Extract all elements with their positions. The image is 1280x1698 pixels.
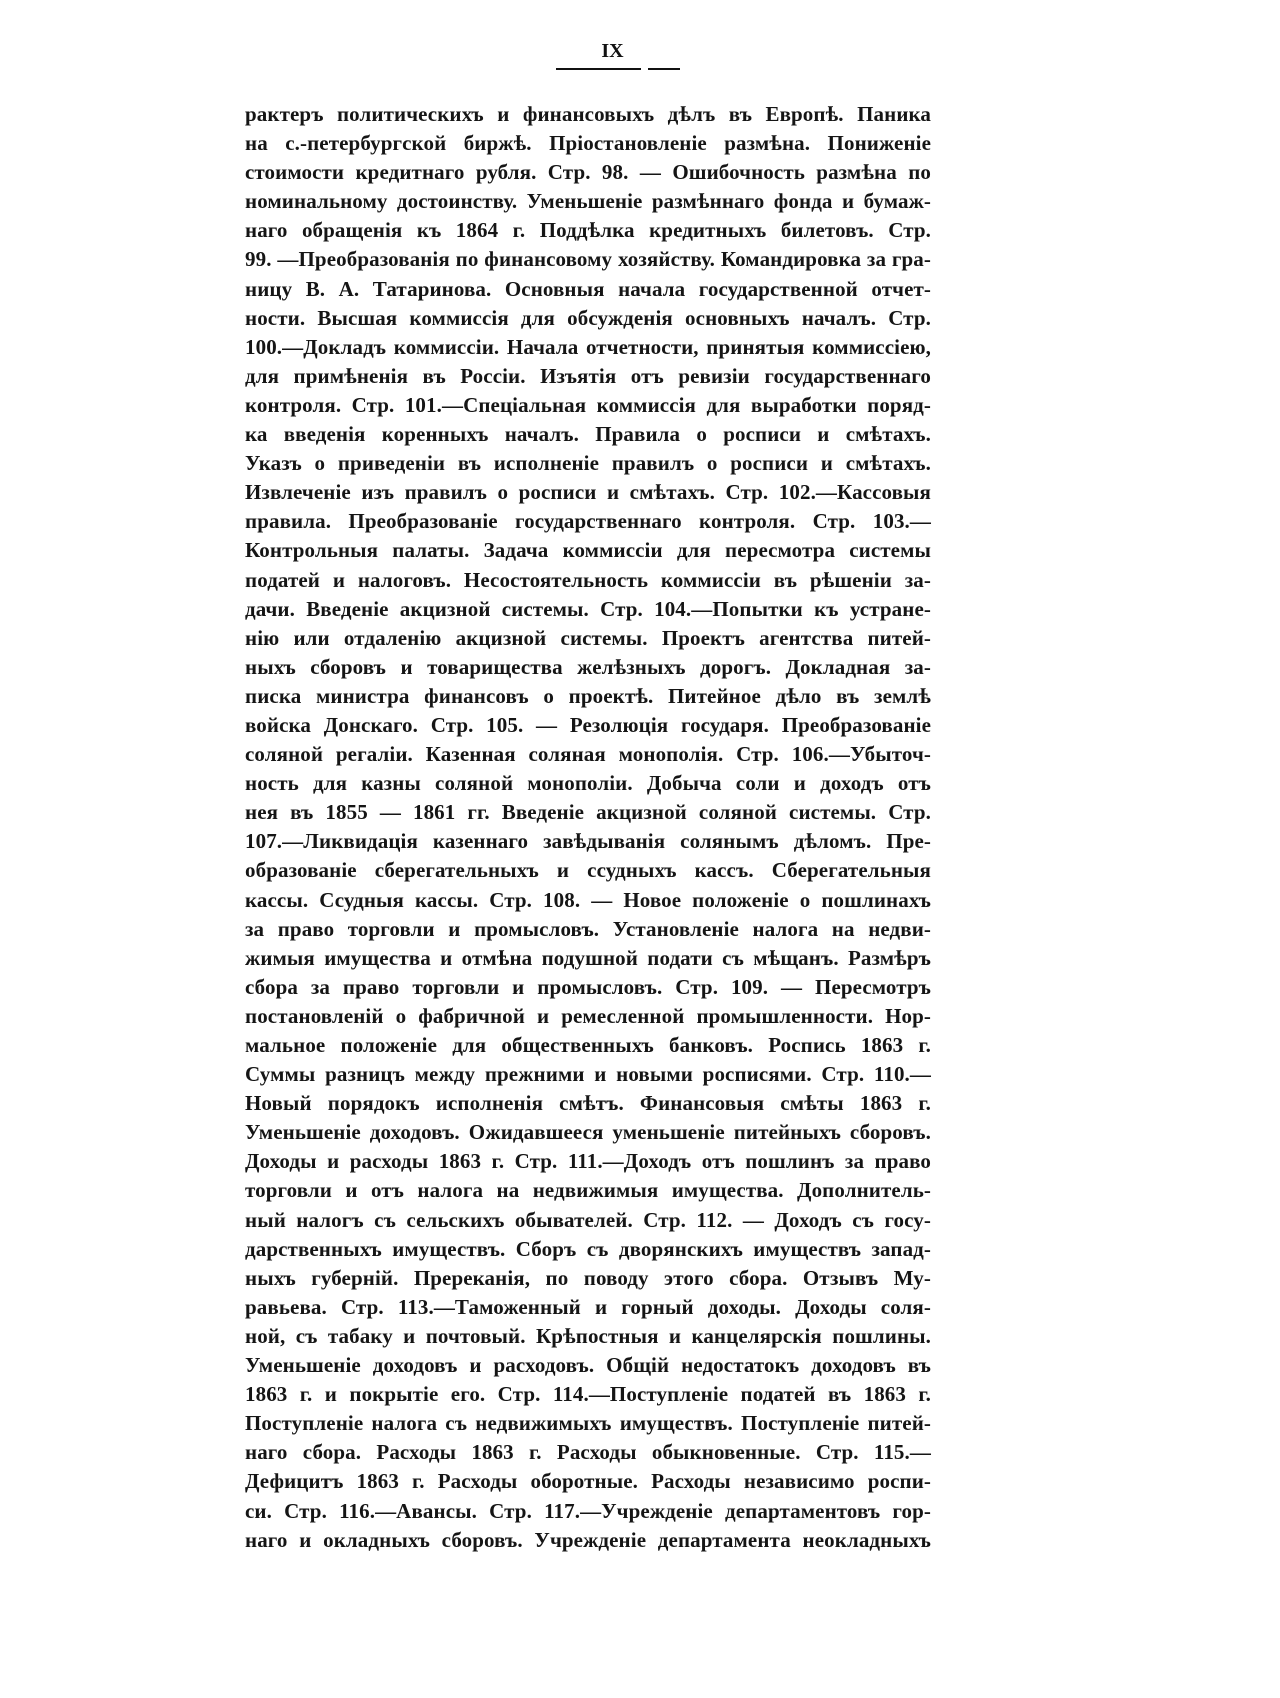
text-line: правила. Преобразованіе государственнаго контроля. Стр. 103.— [245,509,931,534]
text-line: войска Донскаго. Стр. 105. — Резолюція государя. Преобразованіе [245,712,931,737]
header-rule [556,68,641,70]
text-line: си. Стр. 116.—Авансы. Стр. 117.—Учрежденіе департаментовъ гор- [245,1498,931,1523]
text-line: 1863 г. и покрытіе его. Стр. 114.—Поступленіе податей въ 1863 г. [245,1382,931,1407]
text-line: Новый порядокъ исполненія смѣтъ. Финансовыя смѣты 1863 г. [245,1091,931,1116]
text-line: Указъ о приведеніи въ исполненіе правилъ о росписи и смѣтахъ. [245,451,931,476]
text-line: податей и налоговъ. Несостоятельность коммиссіи въ рѣшеніи за- [245,567,931,592]
text-line: ницу В. А. Татаринова. Основныя начала государственной отчет- [245,276,931,301]
text-line: ка введенія коренныхъ началъ. Правила о росписи и смѣтахъ. [245,422,931,447]
text-line: Доходы и расходы 1863 г. Стр. 111.—Доходъ отъ пошлинъ за право [245,1149,931,1174]
text-line: стоимости кредитнаго рубля. Стр. 98. — Ошибочность размѣна по [245,160,931,185]
text-line: наго сбора. Расходы 1863 г. Расходы обыкновенные. Стр. 115.— [245,1440,931,1465]
text-line: Дефицитъ 1863 г. Расходы оборотные. Расходы независимо роспи- [245,1469,931,1494]
text-line: контроля. Стр. 101.—Спеціальная коммиссія для выработки поряд- [245,392,931,417]
text-line: мальное положеніе для общественныхъ банковъ. Роспись 1863 г. [245,1033,931,1057]
text-line: нея въ 1855 — 1861 гг. Введеніе акцизной соляной системы. Стр. [245,800,931,825]
text-line: ность для казны соляной монополіи. Добыча соли и доходъ отъ [245,771,931,796]
text-line: ной, съ табаку и почтовый. Крѣпостныя и канцелярскія пошлины. [245,1323,931,1348]
text-line: сбора за право торговли и промысловъ. Стр. 109. — Пересмотръ [245,974,931,999]
text-line: 100.—Докладъ коммиссіи. Начала отчетности, принятыя коммиссіею, [245,334,931,359]
text-line: дарственныхъ имуществъ. Сборъ съ дворянскихъ имуществъ запад- [245,1236,931,1261]
text-line: нію или отдаленію акцизной системы. Проектъ агентства питей- [245,625,931,650]
text-line: постановленій о фабричной и ремесленной промышленности. Нор- [245,1003,931,1028]
text-line: образованіе сберегательныхъ и ссудныхъ кассъ. Сберегательныя [245,858,931,883]
text-line: кассы. Ссудныя кассы. Стр. 108. — Новое положеніе о пошлинахъ [245,887,931,912]
text-line: на с.-петербургской биржѣ. Пріостановленіе размѣна. Пониженіе [245,131,931,156]
text-line: 107.—Ликвидація казеннаго завѣдыванія солянымъ дѣломъ. Пре- [245,829,931,854]
text-line: 99. —Преобразованія по финансовому хозяйству. Командировка за гра- [245,247,931,272]
text-line: соляной регаліи. Казенная соляная монополія. Стр. 106.—Убыточ- [245,742,931,767]
text-line: ныхъ сборовъ и товарищества желѣзныхъ дорогъ. Докладная за- [245,654,931,679]
text-line: Суммы разницъ между прежними и новыми росписями. Стр. 110.— [245,1062,931,1087]
text-line: номинальному достоинству. Уменьшеніе размѣннаго фонда и бумаж- [245,189,931,214]
text-line: дачи. Введеніе акцизной системы. Стр. 104.—Попытки къ устране- [245,596,931,621]
page-number: IX [601,40,624,62]
text-line: Контрольныя палаты. Задача коммиссіи для пересмотра системы [245,538,931,563]
text-line: Поступленіе налога съ недвижимыхъ имуществъ. Поступленіе питей- [245,1411,931,1436]
text-line: жимыя имущества и отмѣна подушной подати съ мѣщанъ. Размѣръ [245,945,931,970]
text-line: Уменьшеніе доходовъ. Ожидавшееся уменьшеніе питейныхъ сборовъ. [245,1120,931,1145]
text-line: писка министра финансовъ о проектѣ. Питейное дѣло въ землѣ [245,683,931,708]
text-line: рактеръ политическихъ и финансовыхъ дѣлъ въ Европѣ. Паника [245,102,931,126]
text-line: равьева. Стр. 113.—Таможенный и горный доходы. Доходы соля- [245,1294,931,1319]
text-line: наго обращенія къ 1864 г. Поддѣлка кредитныхъ билетовъ. Стр. [245,218,931,243]
text-line: для примѣненія въ Россіи. Изъятія отъ ревизіи государственнаго [245,363,931,388]
text-line: Уменьшеніе доходовъ и расходовъ. Общій недостатокъ доходовъ въ [245,1353,931,1378]
text-line: наго и окладныхъ сборовъ. Учрежденіе департамента неокладныхъ [245,1527,931,1552]
header-rule-short [648,68,680,70]
text-line: за право торговли и промысловъ. Установленіе налога на недви- [245,916,931,941]
text-line: ный налогъ съ сельскихъ обывателей. Стр. 112. — Доходъ съ госу- [245,1207,931,1232]
text-line: Извлеченіе изъ правилъ о росписи и смѣтахъ. Стр. 102.—Кассовыя [245,480,931,505]
text-line: ныхъ губерній. Пререканія, по поводу этого сбора. Отзывъ Му- [245,1265,931,1290]
body-text [245,100,931,1555]
text-line: ности. Высшая коммиссія для обсужденія основныхъ началъ. Стр. [245,305,931,330]
text-line: торговли и отъ налога на недвижимыя имущества. Дополнитель- [245,1178,931,1203]
